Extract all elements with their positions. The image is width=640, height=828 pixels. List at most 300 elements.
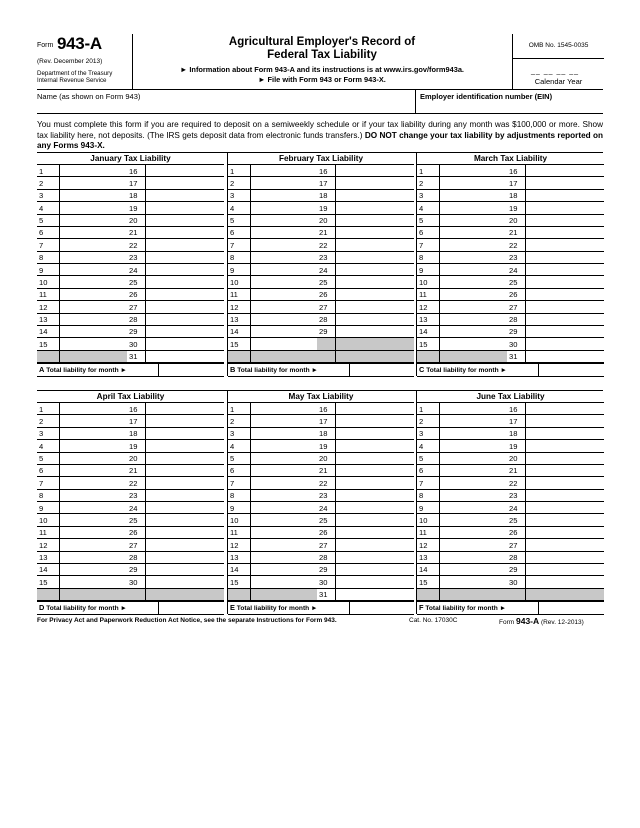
day-amount-field[interactable]	[525, 177, 604, 188]
day-amount-field[interactable]	[145, 477, 224, 488]
day-amount-field[interactable]	[439, 215, 507, 226]
day-amount-field[interactable]	[335, 289, 414, 300]
instructions	[37, 120, 603, 152]
name-field-label[interactable]: Name (as shown on Form 943)	[37, 92, 141, 101]
day-amount-field[interactable]	[59, 552, 127, 563]
day-amount-field[interactable]	[145, 403, 224, 414]
day-amount-field[interactable]	[59, 465, 127, 476]
info-line-2: ► File with Form 943 or Form 943-X.	[258, 75, 386, 84]
day-amount-field[interactable]	[145, 326, 224, 337]
day-amount-field[interactable]	[145, 215, 224, 226]
unused-amount	[525, 589, 604, 600]
day-amount-field[interactable]	[145, 227, 224, 238]
day-amount-field[interactable]	[145, 502, 224, 513]
day-amount-field[interactable]	[335, 264, 414, 275]
month-total-label	[419, 603, 506, 614]
day-amount-field[interactable]	[335, 301, 414, 312]
month-total-row	[417, 363, 604, 377]
day-number: 25	[319, 277, 328, 287]
day-amount-field[interactable]	[250, 264, 317, 275]
day-amount-field[interactable]	[59, 514, 127, 525]
month-title: June Tax Liability	[417, 391, 604, 403]
day-amount-field[interactable]	[439, 539, 507, 550]
day-amount-field[interactable]	[59, 527, 127, 538]
month-total-row	[417, 601, 604, 615]
day-amount-field[interactable]	[439, 326, 507, 337]
day-amount-field[interactable]	[145, 276, 224, 287]
day-row	[417, 314, 507, 326]
day-amount-field[interactable]	[335, 576, 414, 587]
day-amount-field[interactable]	[525, 403, 604, 414]
day-amount-field[interactable]	[439, 202, 507, 213]
day-row	[417, 428, 507, 440]
day-amount-field[interactable]	[145, 453, 224, 464]
unused-amount	[250, 589, 317, 600]
day-row	[228, 314, 317, 326]
day-amount-field[interactable]	[145, 465, 224, 476]
day-number: 21	[509, 466, 518, 476]
day-row	[127, 252, 224, 264]
day-row	[127, 351, 224, 363]
month-total-row	[228, 601, 414, 615]
day-amount-field[interactable]	[250, 527, 317, 538]
day-amount-field[interactable]	[335, 564, 414, 575]
day-amount-field[interactable]	[59, 227, 127, 238]
day-number: 10	[39, 277, 48, 287]
day-number: 12	[230, 540, 239, 550]
day-amount-field[interactable]	[439, 477, 507, 488]
day-number: 18	[319, 429, 328, 439]
day-amount-field[interactable]	[59, 576, 127, 587]
day-amount-field[interactable]	[145, 338, 224, 349]
day-amount-field[interactable]	[250, 326, 317, 337]
month-total-field[interactable]	[158, 602, 224, 614]
day-amount-field[interactable]	[525, 289, 604, 300]
day-amount-field[interactable]	[525, 539, 604, 550]
day-amount-field[interactable]	[145, 351, 224, 362]
month-total-field[interactable]	[349, 364, 414, 376]
day-amount-field[interactable]	[335, 465, 414, 476]
day-number: 24	[129, 265, 138, 275]
day-row	[507, 564, 604, 576]
day-row	[228, 338, 317, 350]
day-amount-field[interactable]	[525, 552, 604, 563]
month-title: March Tax Liability	[417, 153, 604, 165]
day-row	[228, 514, 317, 526]
day-number: 16	[509, 404, 518, 414]
day-amount-field[interactable]	[250, 202, 317, 213]
day-number: 16	[319, 404, 328, 414]
day-number: 29	[509, 565, 518, 575]
day-amount-field[interactable]	[439, 502, 507, 513]
day-amount-field[interactable]	[145, 314, 224, 325]
day-amount-field[interactable]	[250, 215, 317, 226]
day-amount-field[interactable]	[59, 338, 127, 349]
day-row	[37, 215, 127, 227]
day-number: 22	[129, 478, 138, 488]
day-amount-field[interactable]	[250, 453, 317, 464]
day-amount-field[interactable]	[439, 227, 507, 238]
day-row	[507, 239, 604, 251]
day-row	[127, 576, 224, 588]
day-amount-field[interactable]	[335, 239, 414, 250]
day-amount-field[interactable]	[250, 576, 317, 587]
day-amount-field[interactable]	[335, 428, 414, 439]
day-number: 28	[129, 553, 138, 562]
day-number: 23	[509, 253, 518, 263]
day-amount-field[interactable]	[439, 440, 507, 451]
day-amount-field[interactable]	[145, 239, 224, 250]
month-total-field[interactable]	[538, 602, 604, 614]
day-amount-field[interactable]	[439, 314, 507, 325]
day-amount-field[interactable]	[250, 502, 317, 513]
day-amount-field[interactable]	[439, 403, 507, 414]
day-amount-field[interactable]	[335, 215, 414, 226]
day-number: 14	[419, 565, 428, 575]
day-amount-field[interactable]	[335, 252, 414, 263]
day-amount-field[interactable]	[250, 440, 317, 451]
day-amount-field[interactable]	[335, 440, 414, 451]
day-row	[317, 502, 414, 514]
day-amount-field[interactable]	[335, 502, 414, 513]
day-row	[507, 552, 604, 564]
day-amount-field[interactable]	[439, 453, 507, 464]
day-row	[417, 276, 507, 288]
day-number: 13	[39, 315, 48, 324]
department-line-2: Internal Revenue Service	[37, 77, 107, 84]
calendar-year-field[interactable]: __ __ __ __	[531, 68, 579, 75]
day-amount-field[interactable]	[250, 490, 317, 501]
day-row	[417, 215, 507, 227]
day-amount-field[interactable]	[59, 428, 127, 439]
day-amount-field[interactable]	[250, 239, 317, 250]
day-row	[317, 264, 414, 276]
day-number: 10	[419, 515, 428, 525]
day-amount-field[interactable]	[439, 190, 507, 201]
day-number: 6	[419, 228, 424, 238]
day-number: 9	[39, 265, 44, 275]
day-amount-field[interactable]	[525, 338, 604, 349]
day-amount-field[interactable]	[525, 453, 604, 464]
day-amount-field[interactable]	[59, 264, 127, 275]
day-amount-field[interactable]	[59, 490, 127, 501]
day-number: 25	[509, 515, 518, 525]
day-amount-field[interactable]	[250, 477, 317, 488]
day-row	[127, 465, 224, 477]
day-amount-field[interactable]	[59, 202, 127, 213]
day-number: 23	[319, 491, 328, 501]
day-amount-field[interactable]	[439, 428, 507, 439]
day-amount-field[interactable]	[335, 165, 414, 176]
day-number: 1	[230, 166, 235, 176]
day-amount-field[interactable]	[59, 276, 127, 287]
day-amount-field[interactable]	[250, 190, 317, 201]
day-amount-field[interactable]	[335, 177, 414, 188]
day-amount-field[interactable]	[59, 440, 127, 451]
day-row	[507, 453, 604, 465]
month-total-field[interactable]	[158, 364, 224, 376]
day-amount-field[interactable]	[59, 165, 127, 176]
day-amount-field[interactable]	[525, 502, 604, 513]
day-amount-field[interactable]	[525, 215, 604, 226]
form-info	[133, 65, 511, 85]
month-total-text: Total liability for month ►	[237, 367, 318, 374]
day-amount-field[interactable]	[145, 252, 224, 263]
day-amount-field[interactable]	[145, 165, 224, 176]
day-amount-field[interactable]	[439, 415, 507, 426]
day-row	[317, 276, 414, 288]
day-row	[127, 502, 224, 514]
day-amount-field[interactable]	[250, 338, 317, 349]
day-amount-field[interactable]	[59, 453, 127, 464]
day-amount-field[interactable]	[439, 465, 507, 476]
day-row	[507, 428, 604, 440]
day-amount-field[interactable]	[439, 252, 507, 263]
day-amount-field[interactable]	[250, 514, 317, 525]
month-total-letter: E	[230, 603, 235, 612]
day-amount-field[interactable]	[525, 415, 604, 426]
day-amount-field[interactable]	[59, 314, 127, 325]
day-row	[228, 227, 317, 239]
day-amount-field[interactable]	[59, 177, 127, 188]
instructions-text: You must complete this form if you are required to deposit on a semiweekly schedule or if your tax liability during any month was $100,000 or more. Show tax liability here, not deposits. (The IRS gets deposit data from electronic funds transfers.)	[37, 120, 603, 140]
day-amount-field[interactable]	[525, 264, 604, 275]
month-total-label	[39, 365, 127, 376]
day-amount-field[interactable]	[335, 514, 414, 525]
day-amount-field[interactable]	[525, 239, 604, 250]
day-amount-field[interactable]	[145, 289, 224, 300]
day-amount-field[interactable]	[439, 276, 507, 287]
ein-field[interactable]	[415, 90, 604, 113]
day-amount-field[interactable]	[525, 490, 604, 501]
day-amount-field[interactable]	[250, 227, 317, 238]
month-total-letter: D	[39, 603, 45, 612]
title-line-2: Federal Tax Liability	[267, 49, 377, 61]
unused-amount	[145, 589, 224, 600]
month-total-text: Total liability for month ►	[236, 605, 318, 612]
day-row	[507, 465, 604, 477]
department	[37, 70, 112, 84]
day-amount-field[interactable]	[145, 415, 224, 426]
day-row	[37, 227, 127, 239]
day-amount-field[interactable]	[250, 252, 317, 263]
day-number: 19	[509, 203, 518, 213]
day-amount-field[interactable]	[145, 576, 224, 587]
day-amount-field[interactable]	[439, 165, 507, 176]
day-number: 9	[419, 503, 424, 513]
day-amount-field[interactable]	[335, 552, 414, 563]
day-amount-field[interactable]	[145, 527, 224, 538]
day-amount-field[interactable]	[439, 576, 507, 587]
month-total-field[interactable]	[349, 602, 414, 614]
day-amount-field[interactable]	[59, 477, 127, 488]
day-amount-field[interactable]	[439, 527, 507, 538]
day-amount-field[interactable]	[439, 239, 507, 250]
day-amount-field[interactable]	[250, 165, 317, 176]
day-amount-field[interactable]	[145, 202, 224, 213]
day-row	[317, 239, 414, 251]
day-amount-field[interactable]	[525, 202, 604, 213]
day-amount-field[interactable]	[250, 415, 317, 426]
day-amount-field[interactable]	[250, 403, 317, 414]
day-amount-field[interactable]	[145, 552, 224, 563]
day-row	[417, 415, 507, 427]
day-amount-field[interactable]	[335, 202, 414, 213]
day-row	[317, 227, 414, 239]
day-number: 18	[509, 191, 518, 201]
day-amount-field[interactable]	[439, 289, 507, 300]
day-row	[37, 552, 127, 564]
day-row	[37, 202, 127, 214]
day-amount-field[interactable]	[335, 276, 414, 287]
day-amount-field[interactable]	[59, 326, 127, 337]
day-amount-field[interactable]	[525, 514, 604, 525]
day-amount-field[interactable]	[439, 264, 507, 275]
day-amount-field[interactable]	[525, 465, 604, 476]
day-row	[228, 552, 317, 564]
day-amount-field[interactable]	[525, 165, 604, 176]
month-total-field[interactable]	[538, 364, 604, 376]
day-amount-field[interactable]	[59, 252, 127, 263]
day-amount-field[interactable]	[439, 514, 507, 525]
day-amount-field[interactable]	[335, 326, 414, 337]
day-amount-field[interactable]	[335, 589, 414, 600]
day-amount-field[interactable]	[335, 527, 414, 538]
day-amount-field[interactable]	[145, 564, 224, 575]
day-amount-field[interactable]	[439, 177, 507, 188]
day-number: 6	[230, 228, 235, 238]
month-total-letter: F	[419, 603, 424, 612]
day-amount-field[interactable]	[335, 415, 414, 426]
day-row	[127, 314, 224, 326]
day-amount-field[interactable]	[250, 314, 317, 325]
day-amount-field[interactable]	[335, 190, 414, 201]
day-amount-field[interactable]	[145, 177, 224, 188]
day-number: 5	[419, 216, 424, 225]
day-amount-field[interactable]	[250, 301, 317, 312]
day-number: 5	[230, 454, 235, 463]
day-row	[317, 289, 414, 301]
day-number: 5	[230, 216, 235, 225]
month-total-label	[230, 603, 318, 614]
day-amount-field[interactable]	[59, 539, 127, 550]
day-amount-field[interactable]	[59, 239, 127, 250]
day-amount-field[interactable]	[145, 190, 224, 201]
day-amount-field[interactable]	[59, 502, 127, 513]
day-row	[37, 465, 127, 477]
day-amount-field[interactable]	[525, 351, 604, 362]
day-number: 2	[419, 178, 424, 188]
day-amount-field[interactable]	[525, 428, 604, 439]
day-amount-field[interactable]	[525, 190, 604, 201]
unused-cell	[37, 351, 127, 363]
day-number: 12	[419, 540, 428, 550]
day-row	[37, 428, 127, 440]
day-amount-field[interactable]	[335, 539, 414, 550]
day-row	[228, 289, 317, 301]
day-number: 26	[319, 528, 328, 538]
day-amount-field[interactable]	[250, 276, 317, 287]
day-number: 23	[129, 253, 138, 263]
day-amount-field[interactable]	[439, 338, 507, 349]
day-number: 2	[39, 178, 44, 188]
day-number: 23	[509, 491, 518, 501]
day-amount-field[interactable]	[525, 252, 604, 263]
day-number: 20	[509, 454, 518, 463]
day-row	[507, 576, 604, 588]
day-amount-field[interactable]	[439, 490, 507, 501]
month-total-label	[419, 365, 507, 376]
day-number: 23	[319, 253, 328, 263]
day-amount-field[interactable]	[145, 428, 224, 439]
day-number: 30	[509, 339, 518, 349]
day-row	[228, 465, 317, 477]
day-amount-field[interactable]	[525, 477, 604, 488]
day-amount-field[interactable]	[439, 552, 507, 563]
day-amount-field[interactable]	[525, 440, 604, 451]
day-amount-field[interactable]	[525, 564, 604, 575]
day-number: 29	[319, 565, 328, 575]
day-number: 30	[319, 577, 328, 587]
day-row	[317, 428, 414, 440]
day-amount-field[interactable]	[250, 564, 317, 575]
day-amount-field[interactable]	[59, 190, 127, 201]
day-amount-field[interactable]	[145, 301, 224, 312]
day-amount-field[interactable]	[335, 453, 414, 464]
day-number: 20	[129, 216, 138, 225]
day-amount-field[interactable]	[59, 215, 127, 226]
day-amount-field[interactable]	[525, 227, 604, 238]
day-amount-field[interactable]	[59, 415, 127, 426]
day-amount-field[interactable]	[250, 465, 317, 476]
day-amount-field[interactable]	[525, 576, 604, 587]
day-amount-field[interactable]	[335, 490, 414, 501]
day-amount-field[interactable]	[145, 514, 224, 525]
day-amount-field[interactable]	[525, 326, 604, 337]
day-amount-field[interactable]	[335, 227, 414, 238]
day-amount-field[interactable]	[335, 314, 414, 325]
day-number: 20	[319, 454, 328, 463]
day-amount-field[interactable]	[335, 403, 414, 414]
day-amount-field[interactable]	[59, 564, 127, 575]
day-amount-field[interactable]	[525, 527, 604, 538]
day-amount-field[interactable]	[59, 301, 127, 312]
day-amount-field[interactable]	[525, 314, 604, 325]
day-amount-field[interactable]	[525, 276, 604, 287]
day-amount-field[interactable]	[525, 301, 604, 312]
day-amount-field[interactable]	[145, 539, 224, 550]
day-amount-field[interactable]	[250, 552, 317, 563]
day-amount-field[interactable]	[145, 490, 224, 501]
day-amount-field[interactable]	[250, 539, 317, 550]
day-amount-field[interactable]	[145, 264, 224, 275]
day-amount-field[interactable]	[439, 301, 507, 312]
day-amount-field[interactable]	[145, 440, 224, 451]
day-amount-field[interactable]	[59, 403, 127, 414]
day-number: 17	[319, 416, 328, 426]
day-amount-field[interactable]	[250, 289, 317, 300]
day-amount-field[interactable]	[250, 177, 317, 188]
day-number: 4	[419, 203, 424, 213]
calendar-year-label: Calendar Year	[534, 77, 583, 86]
day-row	[317, 326, 414, 338]
day-amount-field[interactable]	[439, 564, 507, 575]
day-amount-field[interactable]	[250, 428, 317, 439]
day-grid	[228, 165, 414, 363]
day-amount-field[interactable]	[335, 477, 414, 488]
day-amount-field[interactable]	[59, 289, 127, 300]
day-number: 18	[319, 191, 328, 201]
